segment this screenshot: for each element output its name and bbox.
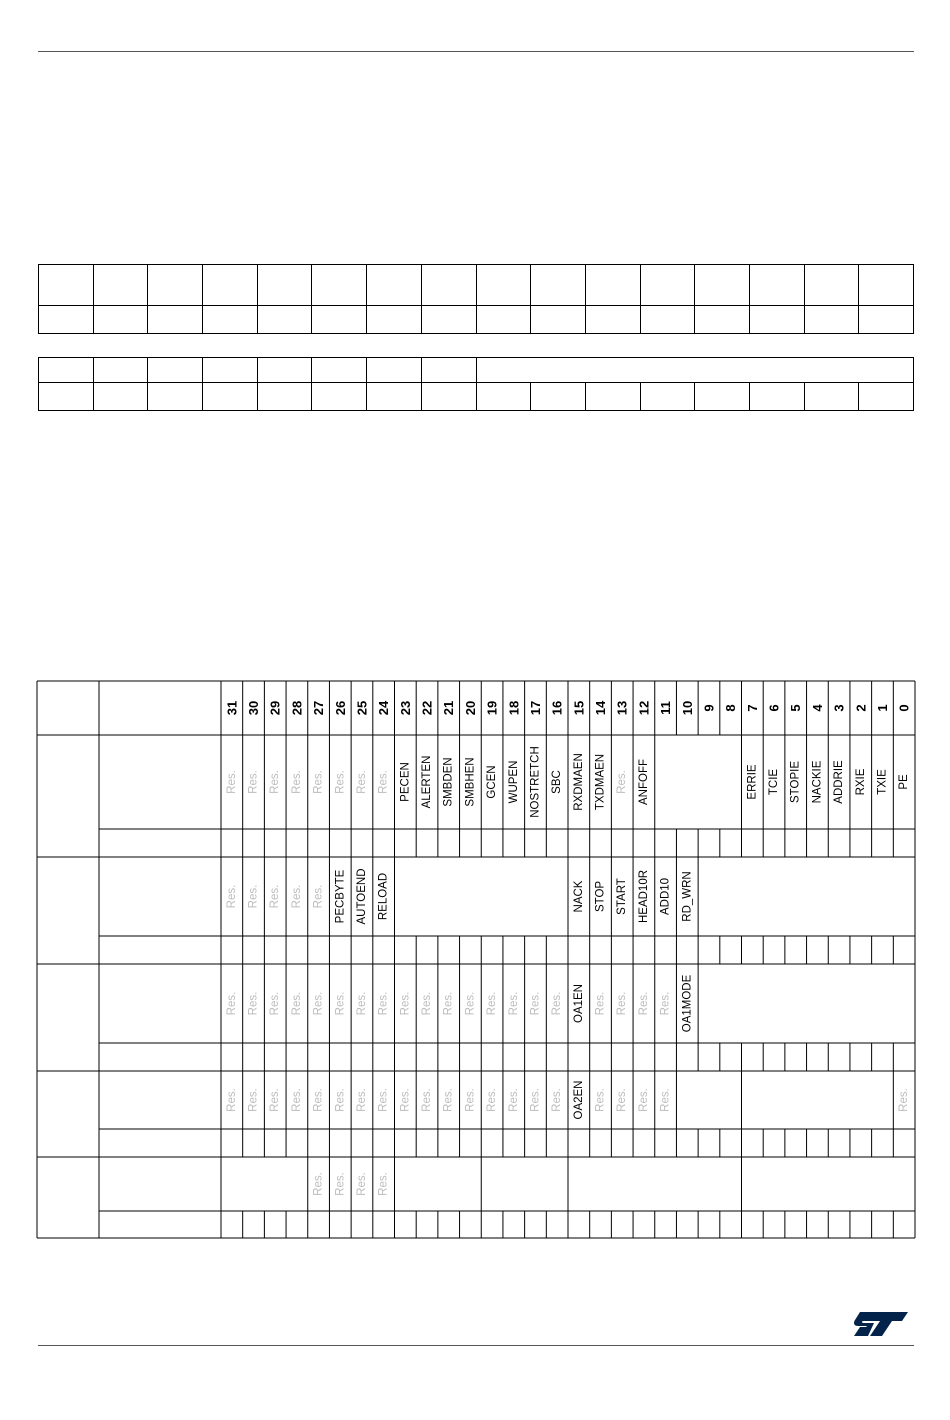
reserved-field-label: Res. (334, 1172, 347, 1196)
reserved-field-label: Res. (464, 991, 477, 1016)
field-label: NACKIE (811, 760, 824, 804)
field-label: TCIE (768, 768, 781, 796)
reserved-field-label: Res. (529, 1088, 542, 1112)
reserved-field-label: Res. (464, 1088, 477, 1112)
reserved-field-label: Res. (551, 1088, 564, 1112)
field-label: SMBHEN (464, 757, 477, 807)
reserved-field-label: Res. (334, 770, 347, 794)
reserved-field-label: Res. (377, 1088, 390, 1112)
field-label: STOPIE (789, 761, 802, 803)
reserved-field-label: Res. (312, 884, 325, 909)
reserved-field-label: Res. (355, 770, 368, 794)
reserved-field-label: Res. (898, 1088, 911, 1112)
bit-number-label: 30 (246, 700, 262, 716)
reserved-field-label: Res. (269, 991, 282, 1016)
field-label: PECBYTE (334, 869, 347, 924)
reserved-field-label: Res. (551, 991, 564, 1016)
field-label: ERRIE (746, 764, 759, 800)
bit-number-label: 11 (658, 701, 674, 715)
reserved-field-label: Res. (507, 991, 520, 1016)
reserved-field-label: Res. (507, 1088, 520, 1112)
reserved-field-label: Res. (247, 991, 260, 1016)
field-label: ADDRIE (833, 760, 846, 804)
reserved-field-label: Res. (247, 884, 260, 909)
reserved-field-label: Res. (421, 991, 434, 1016)
field-label: NACK (572, 880, 585, 913)
bit-number-label: 28 (289, 700, 305, 716)
reserved-field-label: Res. (312, 770, 325, 794)
reserved-field-label: Res. (659, 991, 672, 1016)
reserved-field-label: Res. (247, 770, 260, 794)
field-label: OA1MODE (681, 974, 694, 1033)
bit-number-label: 27 (311, 700, 327, 716)
field-label: ANFOFF (637, 759, 650, 805)
field-label: NOSTRETCH (529, 746, 542, 818)
reserved-field-label: Res. (290, 770, 303, 794)
field-label: PE (898, 774, 911, 790)
reserved-field-label: Res. (616, 1088, 629, 1112)
reserved-field-label: Res. (334, 991, 347, 1016)
reserved-field-label: Res. (594, 991, 607, 1016)
bit-number-label: 15 (571, 700, 587, 716)
bit-number-label: 14 (593, 700, 609, 716)
bit-number-label: 24 (376, 700, 392, 716)
reserved-field-label: Res. (659, 1088, 672, 1112)
reserved-field-label: Res. (269, 1088, 282, 1112)
reserved-field-label: Res. (290, 1088, 303, 1112)
field-label: OA1EN (572, 984, 585, 1023)
reserved-field-label: Res. (269, 884, 282, 909)
bit-number-label: 2 (853, 704, 869, 712)
bit-number-label: 8 (723, 704, 739, 712)
reserved-field-label: Res. (616, 991, 629, 1016)
reserved-field-label: Res. (442, 1088, 455, 1112)
footer-rule (38, 1345, 914, 1346)
bit-number-label: 0 (896, 704, 912, 712)
reserved-field-label: Res. (486, 1088, 499, 1112)
reserved-field-label: Res. (312, 1088, 325, 1112)
bit-number-label: 10 (679, 700, 695, 716)
bit-number-label: 26 (332, 700, 348, 716)
bit-number-label: 1 (874, 704, 890, 712)
field-label: STOP (594, 880, 607, 913)
reserved-field-label: Res. (594, 1088, 607, 1112)
bit-number-label: 23 (397, 700, 413, 716)
bit-number-label: 7 (744, 704, 760, 712)
field-label: SBC (551, 770, 564, 794)
field-label: ALERTEN (421, 755, 434, 809)
reserved-field-label: Res. (355, 1088, 368, 1112)
field-label: START (616, 878, 629, 915)
reserved-field-label: Res. (399, 1088, 412, 1112)
reserved-field-label: Res. (312, 1172, 325, 1196)
field-label: RELOAD (377, 872, 390, 921)
reserved-field-label: Res. (247, 1088, 260, 1112)
reserved-field-label: Res. (225, 991, 238, 1016)
bit-number-label: 5 (788, 704, 804, 712)
bit-number-label: 21 (441, 700, 457, 716)
reserved-field-label: Res. (355, 991, 368, 1016)
bit-number-label: 3 (831, 704, 847, 712)
st-logo (852, 1310, 910, 1338)
bit-number-label: 12 (636, 700, 652, 716)
bit-number-label: 9 (701, 704, 717, 712)
field-label: SMBDEN (442, 757, 455, 807)
field-label: AUTOEND (355, 868, 368, 925)
reserved-field-label: Res. (442, 991, 455, 1016)
reserved-field-label: Res. (377, 991, 390, 1016)
bit-number-label: 19 (484, 700, 500, 716)
bit-number-label: 25 (354, 700, 370, 716)
reserved-field-label: Res. (225, 770, 238, 794)
field-label: GCEN (486, 765, 499, 799)
reserved-field-label: Res. (225, 1088, 238, 1112)
reserved-field-label: Res. (399, 991, 412, 1016)
reserved-field-label: Res. (377, 1172, 390, 1196)
reserved-field-label: Res. (486, 991, 499, 1016)
bit-number-label: 6 (766, 704, 782, 712)
reserved-field-label: Res. (290, 884, 303, 909)
bit-number-label: 22 (419, 700, 435, 716)
bit-number-label: 29 (267, 700, 283, 716)
reserved-field-label: Res. (529, 991, 542, 1016)
field-label: RD_WRN (681, 871, 694, 922)
reserved-field-label: Res. (355, 1172, 368, 1196)
bit-number-label: 31 (224, 700, 240, 716)
reserved-field-label: Res. (290, 991, 303, 1016)
reserved-field-label: Res. (616, 770, 629, 794)
reserved-field-label: Res. (637, 991, 650, 1016)
reserved-field-label: Res. (334, 1088, 347, 1112)
field-label: RXDMAEN (572, 753, 585, 811)
reserved-field-label: Res. (377, 770, 390, 794)
reserved-field-label: Res. (637, 1088, 650, 1112)
bit-number-label: 16 (549, 700, 565, 716)
bit-number-label: 13 (614, 700, 630, 716)
bit-number-label: 18 (506, 700, 522, 716)
field-label: PECEN (399, 762, 412, 802)
field-label: RXIE (854, 768, 867, 796)
field-label: HEAD10R (637, 869, 650, 924)
bit-number-label: 17 (527, 700, 543, 716)
field-label: TXIE (876, 769, 889, 795)
bit-number-label: 4 (809, 704, 825, 712)
reserved-field-label: Res. (312, 991, 325, 1016)
field-label: ADD10 (659, 877, 672, 916)
reserved-field-label: Res. (421, 1088, 434, 1112)
bit-number-label: 20 (462, 700, 478, 716)
reserved-field-label: Res. (225, 884, 238, 909)
field-label: OA2EN (572, 1080, 585, 1120)
reserved-field-label: Res. (269, 770, 282, 794)
field-label: TXDMAEN (594, 753, 607, 811)
field-label: WUPEN (507, 760, 520, 804)
